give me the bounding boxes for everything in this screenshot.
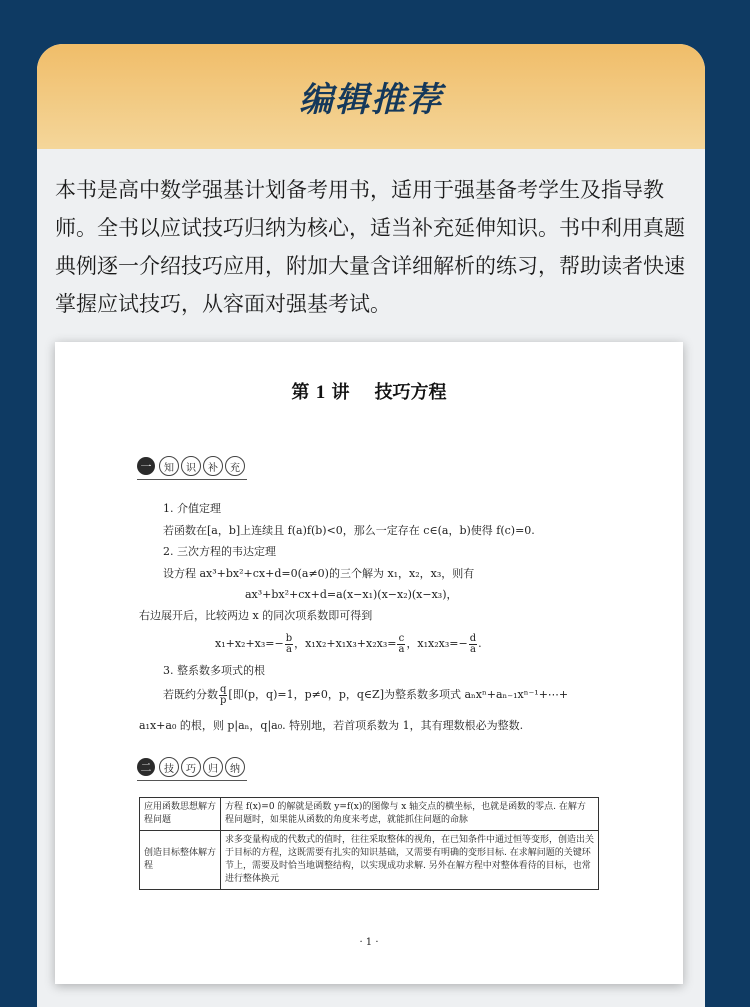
fraction-b-a [285,634,293,655]
section-number: 一 [137,457,155,475]
fraction-denominator: p [220,694,227,706]
section-underline [137,780,247,781]
fraction-q-p [219,685,227,706]
vieta-formulas [215,630,482,658]
lecture-number: 1 [315,382,326,403]
section-char: 巧 [181,757,201,777]
fraction-numerator: b [285,632,293,644]
fraction-numerator: c [398,632,405,644]
vieta-end: . [478,637,482,650]
recommendation-card [37,44,705,1007]
skills-table [139,797,599,890]
table-row [140,831,599,890]
item-3-body-c: a₁x+a₀ 的根，则 p|aₙ，q|a₀. 特别地，若首项系数为 1，其有理数根必为整数. [139,719,524,732]
fraction-c-a [397,634,405,655]
item-3-title: 3. 整系数多项式的根 [163,664,265,677]
lecture-title [55,378,683,404]
section-char: 知 [159,456,179,476]
vieta-part-2: ，x₁x₂+x₁x₃+x₂x₃= [294,637,397,650]
item-1-body: 若函数在[a，b]上连续且 f(a)f(b)<0，那么一定存在 c∈(a，b)使得 f(c)=0. [163,524,535,537]
lecture-suffix: 讲 [331,382,350,403]
card-header [37,44,705,149]
fraction-numerator: q [220,683,227,695]
card-title: 编辑推荐 [299,80,443,120]
fraction-numerator: d [469,632,477,644]
table-cell-description: 方程 f(x)=0 的解就是函数 y=f(x)的图像与 x 轴交点的横坐标，也就是函数的零点. 在解方程问题时，如果能从函数的角度来考虑，就能抓住问题的命脉 [221,798,599,831]
fraction-d-a [469,634,477,655]
lecture-prefix: 第 [291,382,310,403]
item-3-body-a: 若既约分数 [163,688,218,701]
page-number: · 1 · [359,937,379,948]
item-2-after: 右边展开后，比较两边 x 的同次项系数即可得到 [139,609,373,622]
item-2-formula: ax³+bx²+cx+d=a(x−x₁)(x−x₂)(x−x₃)， [245,588,458,601]
table-row [140,798,599,831]
fraction-denominator: a [285,643,292,655]
fraction-denominator: a [469,643,476,655]
vieta-part-3: ，x₁x₂x₃=− [406,637,468,650]
section-char: 充 [225,456,245,476]
intro-paragraph: 本书是高中数学强基计划备考用书，适用于强基备考学生及指导教师。全书以应试技巧归纳为核心，适当补充延伸知识。书中利用真题典例逐一介绍技巧应用，附加大量含详细解析的练习，帮助读者快速掌握应试技巧，从容面对强基考试。 [55,178,685,316]
section-char: 纳 [225,757,245,777]
lecture-name: 技巧方程 [374,382,447,403]
table-cell-description: 求多变量构成的代数式的值时，往往采取整体的视角，在已知条件中通过恒等变形，创造出关于目标的方程，这既需要有扎实的知识基础，又需要有明确的变形目标. 在求解问题的关键环节上，需要及时恰当地调整结构，以实现成功求解. 另外在解方程中对整体看待的目标，也常进行整体换元 [221,831,599,890]
item-3-body [163,684,568,706]
section-heading-skills [137,756,247,778]
item-2-body: 设方程 ax³+bx²+cx+d=0(a≠0)的三个解为 x₁，x₂，x₃，则有 [163,567,475,580]
section-char: 技 [159,757,179,777]
item-3-body-b: [即(p，q)=1，p≠0，p，q∈Z]为整系数多项式 aₙxⁿ+aₙ₋₁xⁿ⁻¹+⋯+ [228,688,569,701]
section-underline [137,479,247,480]
section-heading-knowledge [137,455,247,477]
section-char: 归 [203,757,223,777]
section-char: 补 [203,456,223,476]
vieta-part-1: x₁+x₂+x₃=− [215,637,284,650]
fraction-denominator: a [398,643,405,655]
section-number: 二 [137,758,155,776]
item-2-title: 2. 三次方程的韦达定理 [163,545,276,558]
table-cell-method: 创造目标整体解方程 [140,831,221,890]
book-page-image [55,342,683,984]
item-1-title: 1. 介值定理 [163,502,221,515]
section-char: 识 [181,456,201,476]
table-cell-method: 应用函数思想解方程问题 [140,798,221,831]
